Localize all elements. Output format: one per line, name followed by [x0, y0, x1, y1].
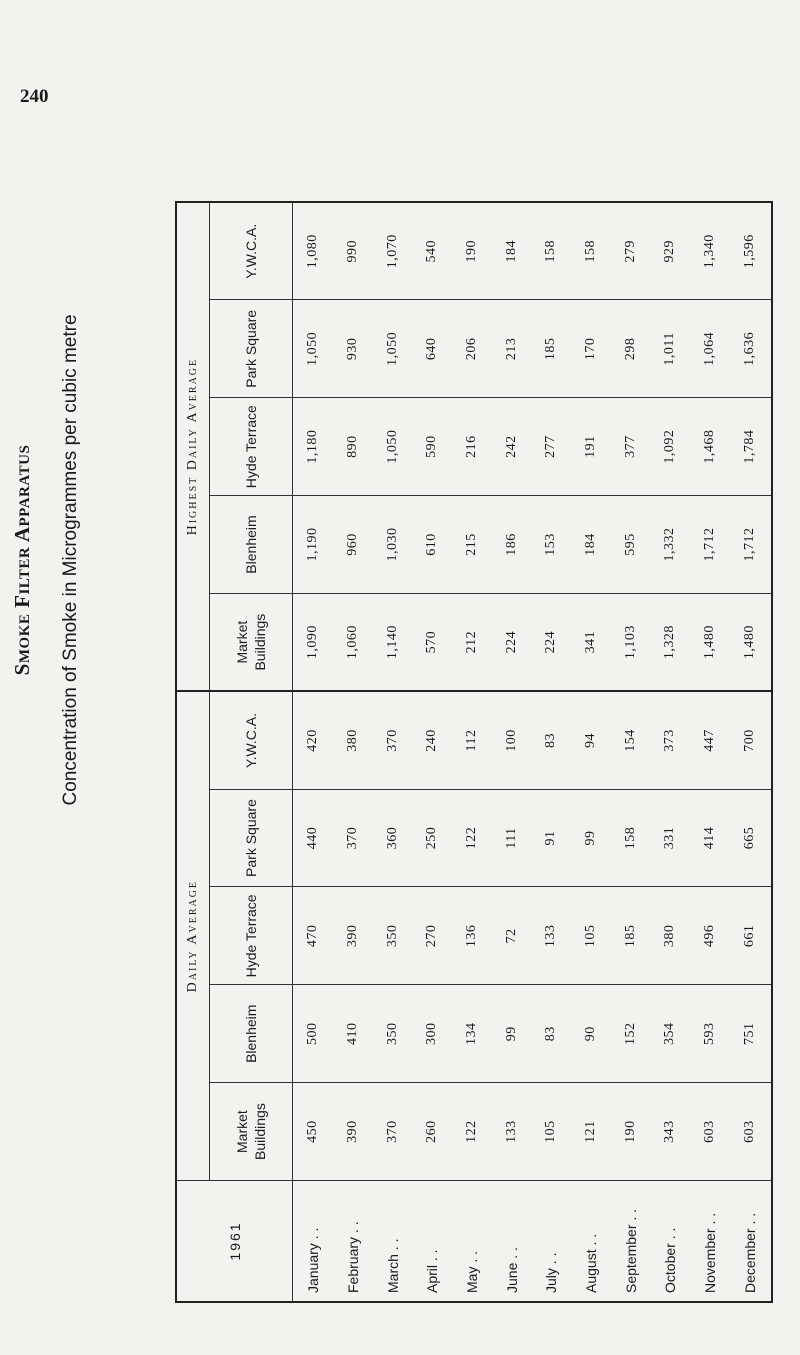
daily-column-header: Hyde Terrace	[210, 887, 293, 985]
daily-value-cell: 447	[690, 691, 730, 789]
daily-value-cell: 350	[373, 887, 413, 985]
highest-value-cell: 595	[611, 496, 651, 594]
daily-value-cell: 90	[571, 985, 611, 1083]
highest-value-cell: 1,596	[730, 202, 772, 300]
highest-value-cell: 930	[333, 300, 373, 398]
daily-value-cell: 133	[492, 1083, 532, 1181]
daily-value-cell: 83	[532, 985, 572, 1083]
highest-value-cell: 1,070	[373, 202, 413, 300]
page-number: 240	[20, 86, 49, 107]
daily-value-cell: 390	[333, 887, 373, 985]
month-cell: April . .	[413, 1181, 453, 1303]
daily-value-cell: 154	[611, 691, 651, 789]
highest-value-cell: 1,090	[293, 593, 334, 691]
daily-value-cell: 370	[373, 1083, 413, 1181]
highest-value-cell: 1,050	[373, 300, 413, 398]
highest-value-cell: 570	[413, 593, 453, 691]
highest-value-cell: 1,064	[690, 300, 730, 398]
month-cell: January . .	[293, 1181, 334, 1303]
highest-value-cell: 1,712	[690, 496, 730, 594]
highest-value-cell: 1,468	[690, 398, 730, 496]
highest-value-cell: 185	[532, 300, 572, 398]
month-cell: October . .	[651, 1181, 691, 1303]
highest-value-cell: 298	[611, 300, 651, 398]
month-cell: May . .	[452, 1181, 492, 1303]
highest-value-cell: 1,103	[611, 593, 651, 691]
daily-value-cell: 121	[571, 1083, 611, 1181]
highest-value-cell: 184	[492, 202, 532, 300]
highest-value-cell: 929	[651, 202, 691, 300]
highest-column-header: Hyde Terrace	[210, 398, 293, 496]
daily-value-cell: 72	[492, 887, 532, 985]
month-cell: September . .	[611, 1181, 651, 1303]
highest-value-cell: 1,328	[651, 593, 691, 691]
table-row	[571, 202, 611, 1302]
daily-value-cell: 105	[571, 887, 611, 985]
highest-value-cell: 224	[492, 593, 532, 691]
highest-value-cell: 215	[452, 496, 492, 594]
highest-value-cell: 191	[571, 398, 611, 496]
daily-value-cell: 354	[651, 985, 691, 1083]
highest-column-header: Market Buildings	[210, 593, 293, 691]
highest-value-cell: 212	[452, 593, 492, 691]
daily-value-cell: 470	[293, 887, 334, 985]
daily-value-cell: 134	[452, 985, 492, 1083]
highest-value-cell: 170	[571, 300, 611, 398]
daily-value-cell: 270	[413, 887, 453, 985]
daily-value-cell: 260	[413, 1083, 453, 1181]
highest-value-cell: 1,190	[293, 496, 334, 594]
daily-value-cell: 350	[373, 985, 413, 1083]
highest-value-cell: 186	[492, 496, 532, 594]
column-header-row	[210, 202, 293, 1302]
table-body	[293, 202, 773, 1302]
daily-column-header: Blenheim	[210, 985, 293, 1083]
daily-value-cell: 440	[293, 789, 334, 887]
highest-value-cell: 990	[333, 202, 373, 300]
highest-value-cell: 1,060	[333, 593, 373, 691]
highest-value-cell: 377	[611, 398, 651, 496]
highest-value-cell: 1,030	[373, 496, 413, 594]
highest-value-cell: 1,712	[730, 496, 772, 594]
year-header: 1961	[176, 1181, 293, 1303]
table-row	[730, 202, 772, 1302]
highest-value-cell: 224	[532, 593, 572, 691]
highest-value-cell: 153	[532, 496, 572, 594]
daily-value-cell: 112	[452, 691, 492, 789]
month-cell: February . .	[333, 1181, 373, 1303]
table-row	[651, 202, 691, 1302]
daily-value-cell: 665	[730, 789, 772, 887]
daily-value-cell: 661	[730, 887, 772, 985]
daily-value-cell: 105	[532, 1083, 572, 1181]
month-cell: July . .	[532, 1181, 572, 1303]
highest-value-cell: 890	[333, 398, 373, 496]
daily-value-cell: 414	[690, 789, 730, 887]
daily-column-header: Market Buildings	[210, 1083, 293, 1181]
daily-value-cell: 300	[413, 985, 453, 1083]
daily-value-cell: 133	[532, 887, 572, 985]
highest-value-cell: 279	[611, 202, 651, 300]
table-row	[611, 202, 651, 1302]
highest-value-cell: 158	[532, 202, 572, 300]
month-cell: June . .	[492, 1181, 532, 1303]
daily-value-cell: 603	[690, 1083, 730, 1181]
daily-value-cell: 122	[452, 1083, 492, 1181]
daily-value-cell: 380	[333, 691, 373, 789]
highest-value-cell: 341	[571, 593, 611, 691]
daily-value-cell: 500	[293, 985, 334, 1083]
highest-value-cell: 590	[413, 398, 453, 496]
daily-value-cell: 99	[492, 985, 532, 1083]
table-row	[690, 202, 730, 1302]
table-row	[373, 202, 413, 1302]
daily-value-cell: 122	[452, 789, 492, 887]
daily-column-header: Park Square	[210, 789, 293, 887]
daily-value-cell: 250	[413, 789, 453, 887]
highest-value-cell: 158	[571, 202, 611, 300]
daily-value-cell: 190	[611, 1083, 651, 1181]
highest-value-cell: 1,340	[690, 202, 730, 300]
highest-value-cell: 1,050	[373, 398, 413, 496]
table-row	[492, 202, 532, 1302]
month-cell: March . .	[373, 1181, 413, 1303]
smoke-concentration-table	[175, 201, 773, 1303]
daily-value-cell: 331	[651, 789, 691, 887]
table-row	[293, 202, 334, 1302]
highest-value-cell: 206	[452, 300, 492, 398]
page-subtitle: Concentration of Smoke in Microgrammes per cubic metre	[60, 314, 81, 806]
table-row	[452, 202, 492, 1302]
highest-value-cell: 1,332	[651, 496, 691, 594]
highest-daily-average-group-header: Highest Daily Average	[176, 202, 210, 691]
month-cell: November . .	[690, 1181, 730, 1303]
daily-value-cell: 136	[452, 887, 492, 985]
page-title: Smoke Filter Apparatus	[10, 444, 34, 676]
daily-value-cell: 751	[730, 985, 772, 1083]
highest-value-cell: 1,636	[730, 300, 772, 398]
highest-value-cell: 1,011	[651, 300, 691, 398]
daily-value-cell: 700	[730, 691, 772, 789]
highest-value-cell: 1,050	[293, 300, 334, 398]
daily-value-cell: 593	[690, 985, 730, 1083]
highest-column-header: Y.W.C.A.	[210, 202, 293, 300]
daily-value-cell: 94	[571, 691, 611, 789]
daily-value-cell: 99	[571, 789, 611, 887]
daily-value-cell: 370	[373, 691, 413, 789]
table-row	[413, 202, 453, 1302]
highest-value-cell: 1,480	[730, 593, 772, 691]
highest-column-header: Park Square	[210, 300, 293, 398]
daily-value-cell: 100	[492, 691, 532, 789]
highest-value-cell: 184	[571, 496, 611, 594]
table-row	[532, 202, 572, 1302]
daily-value-cell: 343	[651, 1083, 691, 1181]
daily-value-cell: 83	[532, 691, 572, 789]
daily-average-group-header: Daily Average	[176, 691, 210, 1180]
daily-value-cell: 496	[690, 887, 730, 985]
daily-value-cell: 390	[333, 1083, 373, 1181]
daily-value-cell: 152	[611, 985, 651, 1083]
daily-value-cell: 111	[492, 789, 532, 887]
daily-value-cell: 360	[373, 789, 413, 887]
group-header-row	[176, 202, 210, 1302]
highest-value-cell: 1,784	[730, 398, 772, 496]
highest-column-header: Blenheim	[210, 496, 293, 594]
highest-value-cell: 640	[413, 300, 453, 398]
highest-value-cell: 1,092	[651, 398, 691, 496]
daily-value-cell: 185	[611, 887, 651, 985]
daily-value-cell: 410	[333, 985, 373, 1083]
daily-value-cell: 370	[333, 789, 373, 887]
highest-value-cell: 216	[452, 398, 492, 496]
highest-value-cell: 1,140	[373, 593, 413, 691]
highest-value-cell: 1,080	[293, 202, 334, 300]
highest-value-cell: 242	[492, 398, 532, 496]
highest-value-cell: 1,480	[690, 593, 730, 691]
daily-value-cell: 158	[611, 789, 651, 887]
daily-column-header: Y.W.C.A.	[210, 691, 293, 789]
highest-value-cell: 540	[413, 202, 453, 300]
highest-value-cell: 1,180	[293, 398, 334, 496]
daily-value-cell: 240	[413, 691, 453, 789]
daily-value-cell: 450	[293, 1083, 334, 1181]
month-cell: August . .	[571, 1181, 611, 1303]
daily-value-cell: 380	[651, 887, 691, 985]
highest-value-cell: 213	[492, 300, 532, 398]
month-cell: December . .	[730, 1181, 772, 1303]
highest-value-cell: 277	[532, 398, 572, 496]
highest-value-cell: 190	[452, 202, 492, 300]
highest-value-cell: 610	[413, 496, 453, 594]
daily-value-cell: 91	[532, 789, 572, 887]
daily-value-cell: 603	[730, 1083, 772, 1181]
table-row	[333, 202, 373, 1302]
highest-value-cell: 960	[333, 496, 373, 594]
daily-value-cell: 420	[293, 691, 334, 789]
daily-value-cell: 373	[651, 691, 691, 789]
